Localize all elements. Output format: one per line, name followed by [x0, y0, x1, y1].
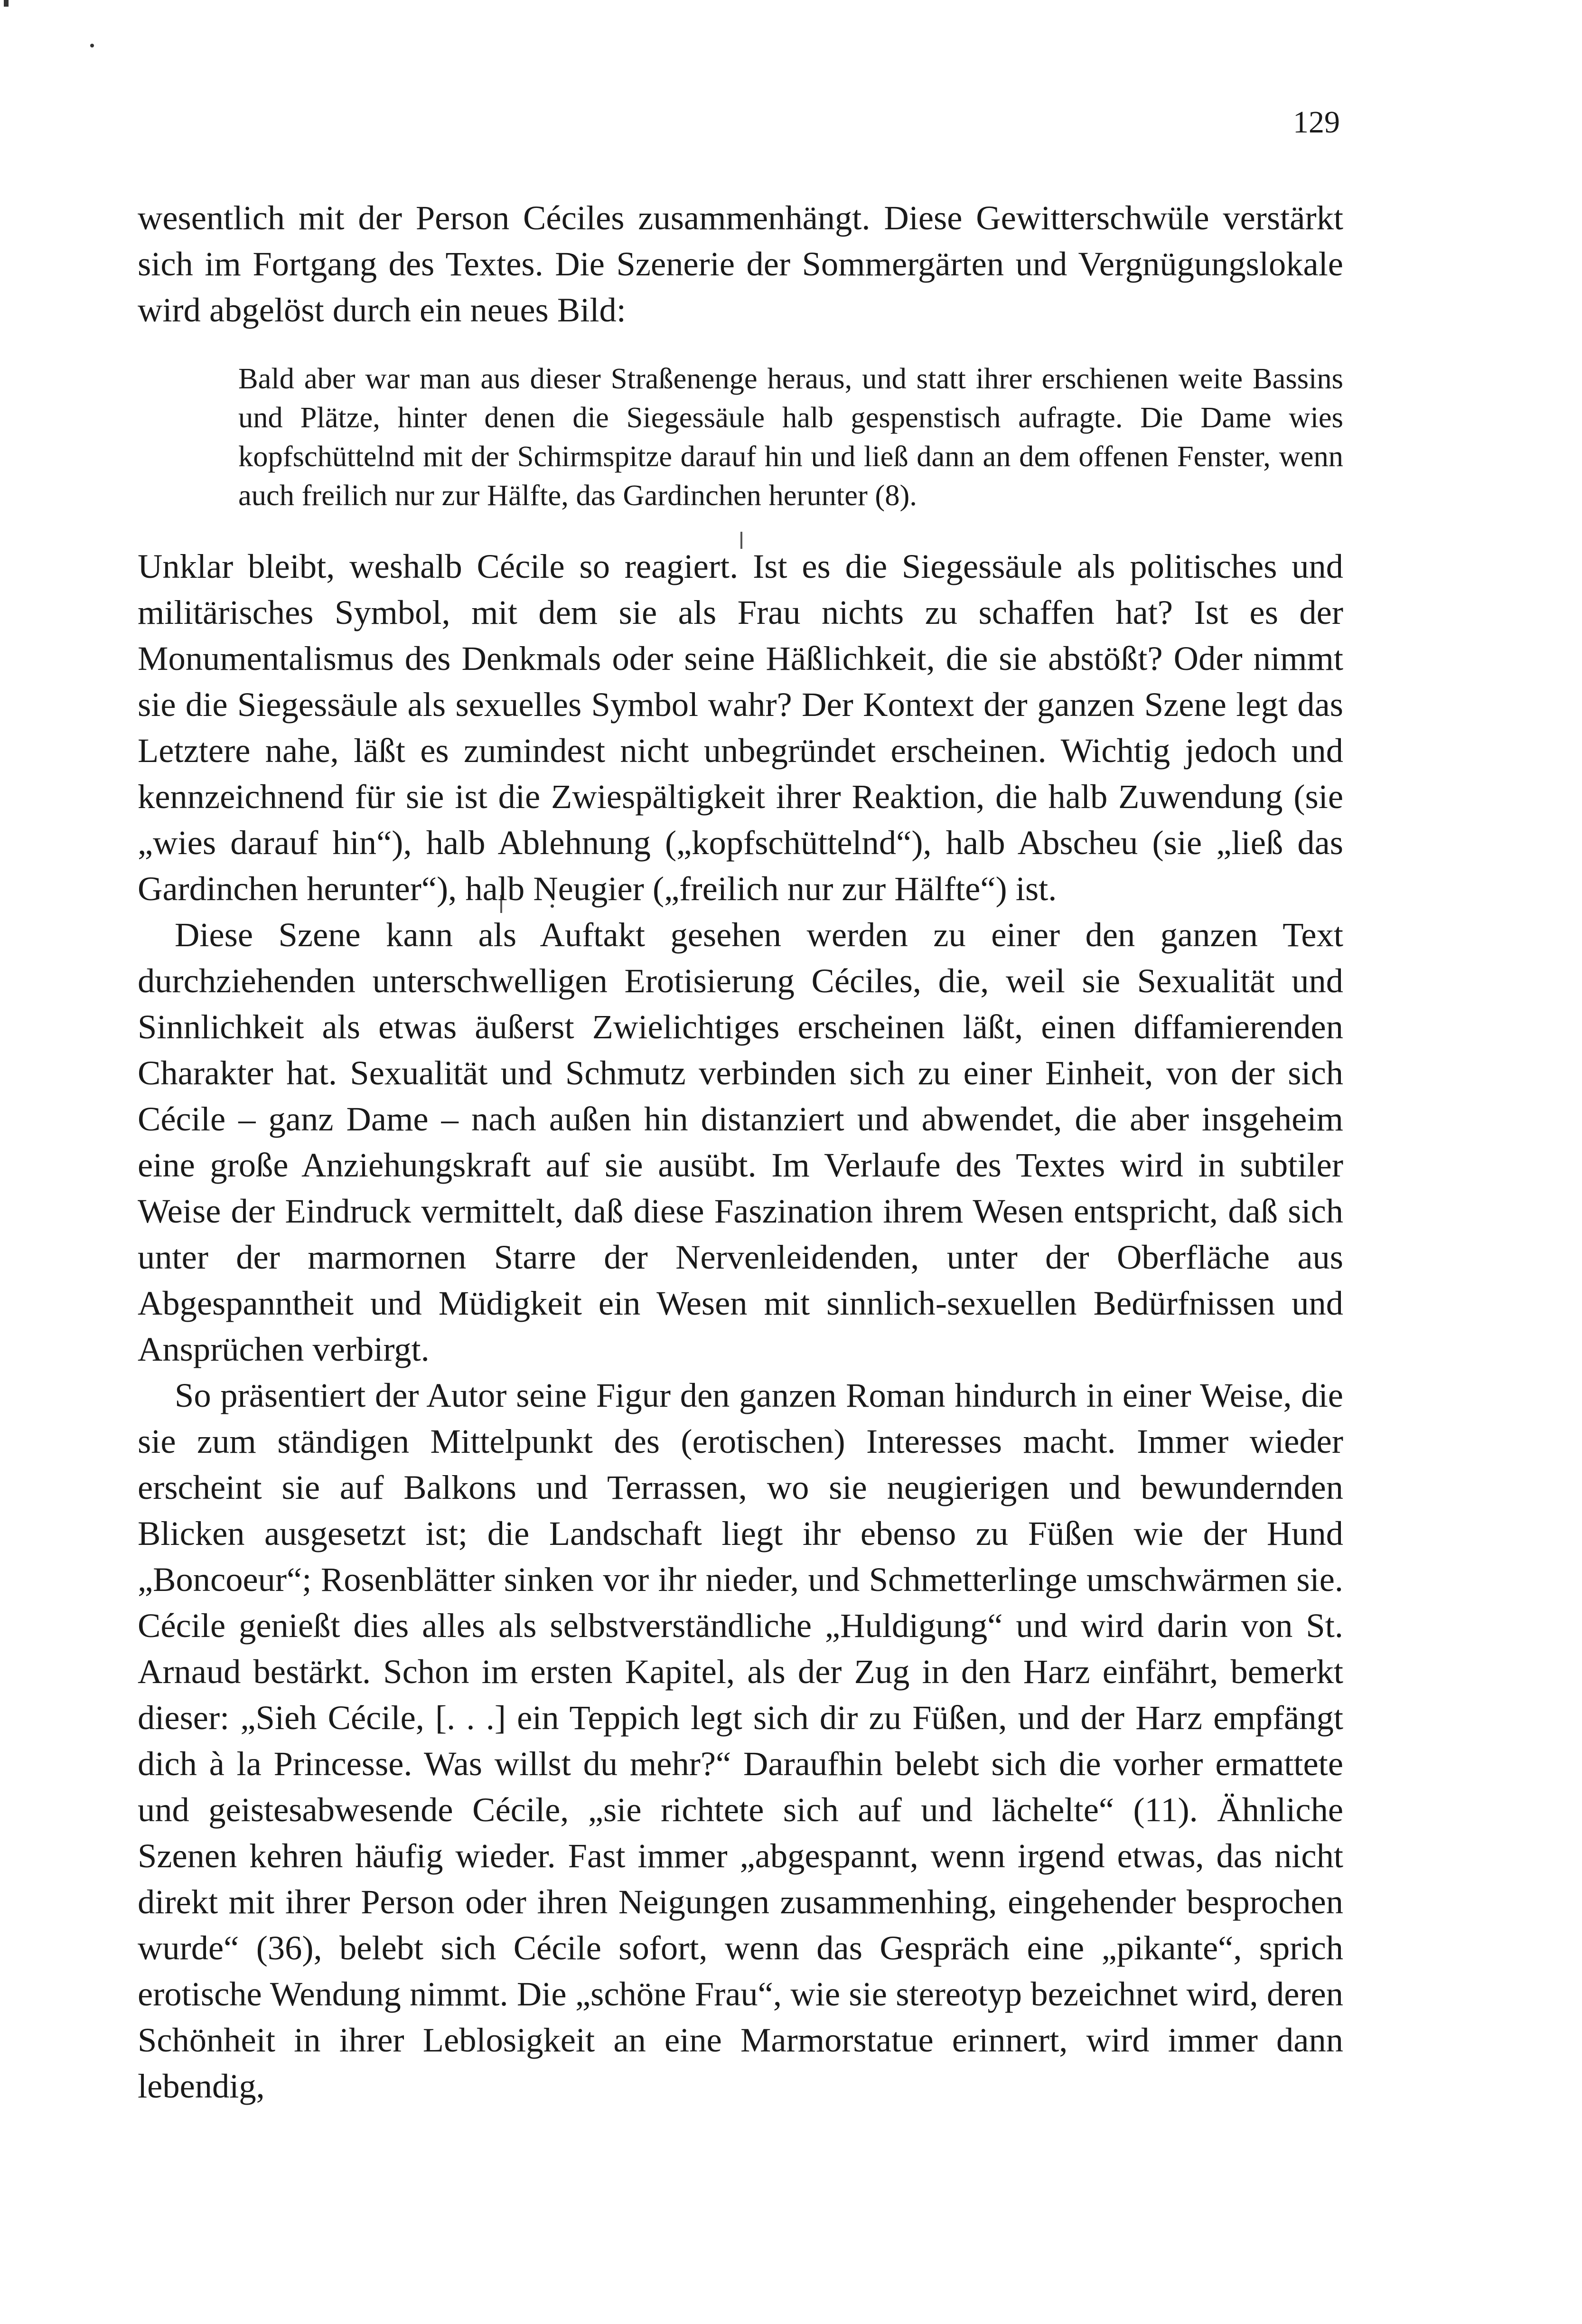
page-number: 129	[1293, 105, 1340, 140]
scan-speck	[4, 0, 9, 7]
scan-speck	[90, 44, 94, 47]
paragraph-1: wesentlich mit der Person Céciles zusammenhängt. Diese Gewitterschwüle verstärkt sich im Fortgang des Textes. Die Szenerie der Sommergärten und Vergnügungslokale wird abgelöst durch ein neues Bild:	[138, 198, 1343, 329]
body-text	[138, 195, 1343, 2109]
quote-text: Bald aber war man aus dieser Straßenenge heraus, und statt ihrer erschienen weite Bassins und Plätze, hinter denen die Siegessäule halb gespenstisch aufragte. Die Dame wies kopfschüttelnd mit der Schirmspitze darauf hin und ließ dann an dem offenen Fenster, wenn auch freilich nur zur Hälfte, das Gardinchen herunter (8).	[238, 362, 1343, 512]
paragraph-3: Diese Szene kann als Auftakt gesehen werden zu einer den ganzen Text durchziehenden unterschwelligen Erotisierung Céciles, die, weil sie Sexualität und Sinnlichkeit als etwas äußerst Zwielichtiges erscheinen läßt, einen diffamierenden Charakter hat. Sexualität und Schmutz verbinden sich zu einer Einheit, von der sich Cécile – ganz Dame – nach außen hin distanziert und abwendet, die aber insgeheim eine große Anziehungskraft auf sie ausübt. Im Verlaufe des Textes wird in subtiler Weise der Eindruck vermittelt, daß diese Faszination ihrem Wesen entspricht, daß sich unter der marmornen Starre der Nervenleidenden, unter der Oberfläche aus Abgespanntheit und Müdigkeit ein Wesen mit sinnlich-sexuellen Bedürfnissen und Ansprüchen verbirgt.	[138, 915, 1343, 1368]
block-quote	[238, 359, 1343, 515]
paragraph-4: So präsentiert der Autor seine Figur den ganzen Roman hindurch in einer Weise, die sie zum ständigen Mittelpunkt des (erotischen) Interesses macht. Immer wieder erscheint sie auf Balkons und Terrassen, wo sie neugierigen und bewundernden Blicken ausgesetzt ist; die Landschaft liegt ihr ebenso zu Füßen wie der Hund „Boncoeur“; Rosenblätter sinken vor ihr nieder, und Schmetterlinge umschwärmen sie. Cécile genießt dies alles als selbstverständliche „Huldigung“ und wird darin von St. Arnaud bestärkt. Schon im ersten Kapitel, als der Zug in den Harz einfährt, bemerkt dieser: „Sieh Cécile, [. . .] ein Teppich legt sich dir zu Füßen, und der Harz empfängt dich à la Princesse. Was willst du mehr?“ Daraufhin belebt sich die vorher ermattete und geistesabwesende Cécile, „sie richtete sich auf und lächelte“ (11). Ähnliche Szenen kehren häufig wieder. Fast immer „abgespannt, wenn irgend etwas, das nicht direkt mit ihrer Person oder ihren Neigungen zusammenhing, eingehender besprochen wurde“ (36), belebt sich Cécile sofort, wenn das Gespräch eine „pikante“, sprich erotische Wendung nimmt. Die „schöne Frau“, wie sie stereotyp bezeichnet wird, deren Schönheit in ihrer Leblosigkeit an eine Marmorstatue erinnert, wird immer dann lebendig,	[138, 1376, 1343, 2105]
paragraph-2: Unklar bleibt, weshalb Cécile so reagiert. Ist es die Siegessäule als politisches und militärisches Symbol, mit dem sie als Frau nichts zu schaffen hat? Ist es der Monumentalismus des Denkmals oder seine Häßlichkeit, die sie abstößt? Oder nimmt sie die Siegessäule als sexuelles Symbol wahr? Der Kontext der ganzen Szene legt das Letztere nahe, läßt es zumindest nicht unbegründet erscheinen. Wichtig jedoch und kennzeichnend für sie ist die Zwiespältigkeit ihrer Reaktion, die halb Zuwendung (sie „wies darauf hin“), halb Ablehnung („kopfschüttelnd“), halb Abscheu (sie „ließ das Gardinchen herunter“), halb Neugier („freilich nur zur Hälfte“) ist.	[138, 547, 1343, 908]
